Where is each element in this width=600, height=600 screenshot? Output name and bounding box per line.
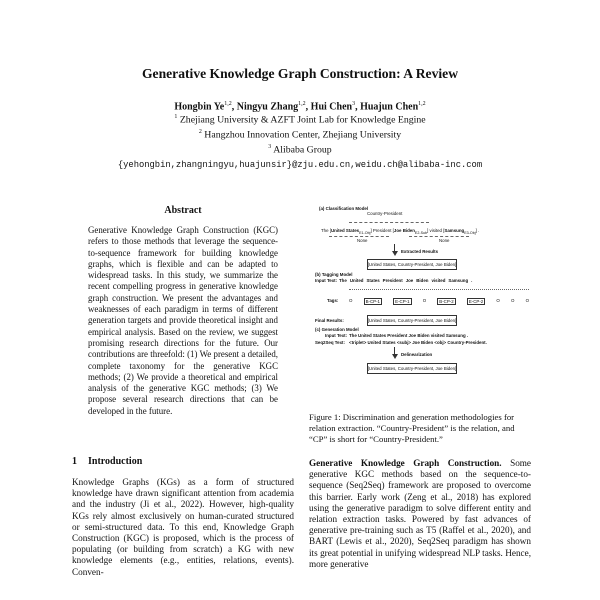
fig-none-label: None xyxy=(357,238,368,243)
fig-text: ] President [ xyxy=(370,228,394,233)
abstract-body: Generative Knowledge Graph Construction (KGC) refers to those methods that leverage the sequence-to-sequence framework for building knowledge graphs, which is flexible and can be adapted to widespread tasks. In this study, we summarize the recent compelling progress in generative knowledge graph construction. We present the advantages and weaknesses of each paradigm in terms of different generation targets and provide theoretical insight and empirical analysis. Based on the review, we suggest promising research directions for the future. Our contributions are threefold: (1) We present a detailed, complete taxonomy for the generative KGC methods; (2) We provide a theoretical and empirical analysis of the generative KGC methods; (3) We propose several research directions that can be developed in the future. xyxy=(88,225,278,416)
affiliation-text: Zhejiang University & AZFT Joint Lab for Knowledge Engine xyxy=(179,114,426,126)
fig-tag: E-CP-1 xyxy=(395,299,410,304)
fig-triple-box xyxy=(367,363,457,374)
author-name: Hongbin Ye xyxy=(174,101,225,113)
fig-entity-tag: E3-Obj xyxy=(464,230,476,235)
fig-label-tagging: (b) Tagging Model xyxy=(315,272,353,277)
fig-none-link xyxy=(409,236,469,237)
fig-none-link xyxy=(329,236,389,237)
fig-text: ] visited [ xyxy=(427,228,445,233)
fig-token: . xyxy=(471,278,473,283)
fig-tags-label: Tags: xyxy=(327,298,339,303)
fig-none-label: None xyxy=(439,238,450,243)
author-list: Hongbin Ye$^{1,2}$, Ningyu Zhang$^{1,2}$, Hui Chen$^3$, Huajun Chen$^{1,2}$ xyxy=(174,101,426,113)
fig-input-tokens xyxy=(339,278,539,283)
fig-input-label: Input Text: xyxy=(315,278,338,283)
author-name: Hui Chen xyxy=(310,101,353,113)
fig-entity: Samsung xyxy=(444,228,465,233)
fig-triple-box xyxy=(367,259,457,270)
fig-triple: [United States, Country-President, Joe Biden] xyxy=(367,318,457,323)
paper-title: Generative Knowledge Graph Construction: A Review xyxy=(141,66,459,81)
fig-token: visited xyxy=(431,278,446,283)
fig-token-guides xyxy=(349,289,529,290)
fig-entity-tag: E1-Obj xyxy=(359,230,371,235)
author-sup: 1,2 xyxy=(224,101,232,107)
fig-arrow-head xyxy=(392,251,398,256)
affiliation xyxy=(0,114,600,125)
fig-c-input: The United States President Joe Biden visited Samsung . xyxy=(349,333,469,338)
fig-final-label: Final Results: xyxy=(315,318,344,323)
fig-token: President xyxy=(382,278,403,283)
fig-tags xyxy=(349,298,529,305)
affiliation xyxy=(0,144,600,155)
fig-extracted-label: Extracted Results xyxy=(401,249,439,254)
fig-entity: Joe Biden xyxy=(393,228,415,233)
section-number: 1 xyxy=(72,456,77,467)
affiliation-sup: 2 xyxy=(198,129,202,135)
fig-c-seq-label: Seq2Seq Text: xyxy=(315,340,345,345)
section-title: Introduction xyxy=(88,456,143,467)
fig-triple: [United States, Country-President, Joe Biden] xyxy=(367,262,457,267)
fig-tag: O xyxy=(525,298,529,303)
affiliation-sup: 3 xyxy=(268,144,272,150)
fig-tag: B-CP-1 xyxy=(365,299,380,304)
right-column-paragraph xyxy=(309,458,531,570)
figure-caption: Figure 1: Discrimination and generation methodologies for relation extraction. “Country-President” is the relation, and “CP” is short for “Country-President.” xyxy=(309,412,515,444)
affiliation-text: Alibaba Group xyxy=(273,144,332,156)
fig-label-classification: (a) Classification Model xyxy=(319,206,369,211)
author-emails: {yehongbin,zhangningyu,huajunsir}@zju.edu.cn,weidu.ch@alibaba-inc.com xyxy=(117,160,483,170)
fig-token: States xyxy=(366,278,380,283)
fig-token: Samsung xyxy=(448,278,469,283)
fig-c-seq: <triplet> United States <subj> Joe Biden <obj> Country-President. xyxy=(349,340,487,345)
figure-1 xyxy=(309,200,531,385)
paragraph-text: Some generative KGC methods based on the sequence-to-sequence (Seq2Seq) framework are proposed to overcome this barrier. Early work (Zeng et al., 2018) has explored using the generative paradigm to solve different entity and relation extraction tasks. Powered by fast advances of generative pre-training such as T5 (Raffel et al., 2020), and BART (Lewis et al., 2020), Seq2Seq paradigm has shown its great potential in unifying widespread NLP tasks. Hence, more generative xyxy=(309,458,532,569)
fig-text: The [ xyxy=(321,228,332,233)
fig-token: Joe xyxy=(405,278,414,283)
fig-entity-tag: E2-Sub xyxy=(414,230,428,235)
fig-triple-box xyxy=(367,315,457,326)
fig-relation-label: Country-President xyxy=(367,211,403,216)
fig-relation-link xyxy=(349,222,429,223)
author-name: Huajun Chen xyxy=(360,101,419,113)
fig-tag: O xyxy=(510,298,515,303)
fig-tag: B-CP-2 xyxy=(439,299,454,304)
affiliation-text: Hangzhou Innovation Center, Zhejiang University xyxy=(204,129,402,141)
author-sup: 1,2 xyxy=(298,101,306,107)
abstract-heading: Abstract xyxy=(164,205,202,216)
paragraph-heading: Generative Knowledge Graph Construction. xyxy=(309,458,502,468)
fig-label-generation: (c) Generation Model xyxy=(315,327,359,332)
fig-sentence xyxy=(321,228,479,235)
section-heading xyxy=(72,456,142,467)
affiliation-sup: 1 xyxy=(174,114,178,120)
fig-token: United xyxy=(349,278,364,283)
fig-c-input-label: Input Text: xyxy=(325,333,348,338)
fig-delinearization-label: Delinearization xyxy=(401,352,433,357)
intro-paragraph: Knowledge Graphs (KGs) as a form of structured knowledge have drawn significant attention from academia and the industry (Ji et al., 2022). However, high-quality KGs rely almost exclusively on human-curated structured or semi-structured data. To this end, Knowledge Graph Construction (KGC) is proposed, which is the process of populating (or building from scratch) a KG with new knowledge elements (e.g., entities, relations, events). Conven- xyxy=(72,477,294,577)
fig-tag: O xyxy=(496,298,500,303)
fig-token: Biden xyxy=(416,278,429,283)
fig-tag: O xyxy=(422,298,427,303)
author-name: Ningyu Zhang xyxy=(236,101,299,113)
fig-entity: United States xyxy=(331,228,360,233)
fig-arrow-head xyxy=(392,354,398,359)
affiliation xyxy=(0,129,600,140)
author-sup: 3 xyxy=(352,101,356,107)
fig-token: The xyxy=(339,278,347,283)
fig-text: ] . xyxy=(475,228,480,233)
fig-triple: [United States, Country-President, Joe Biden] xyxy=(367,366,457,371)
fig-tag: O xyxy=(349,298,353,303)
author-sup: 1,2 xyxy=(418,101,426,107)
fig-tag: E-CP-2 xyxy=(468,299,484,304)
